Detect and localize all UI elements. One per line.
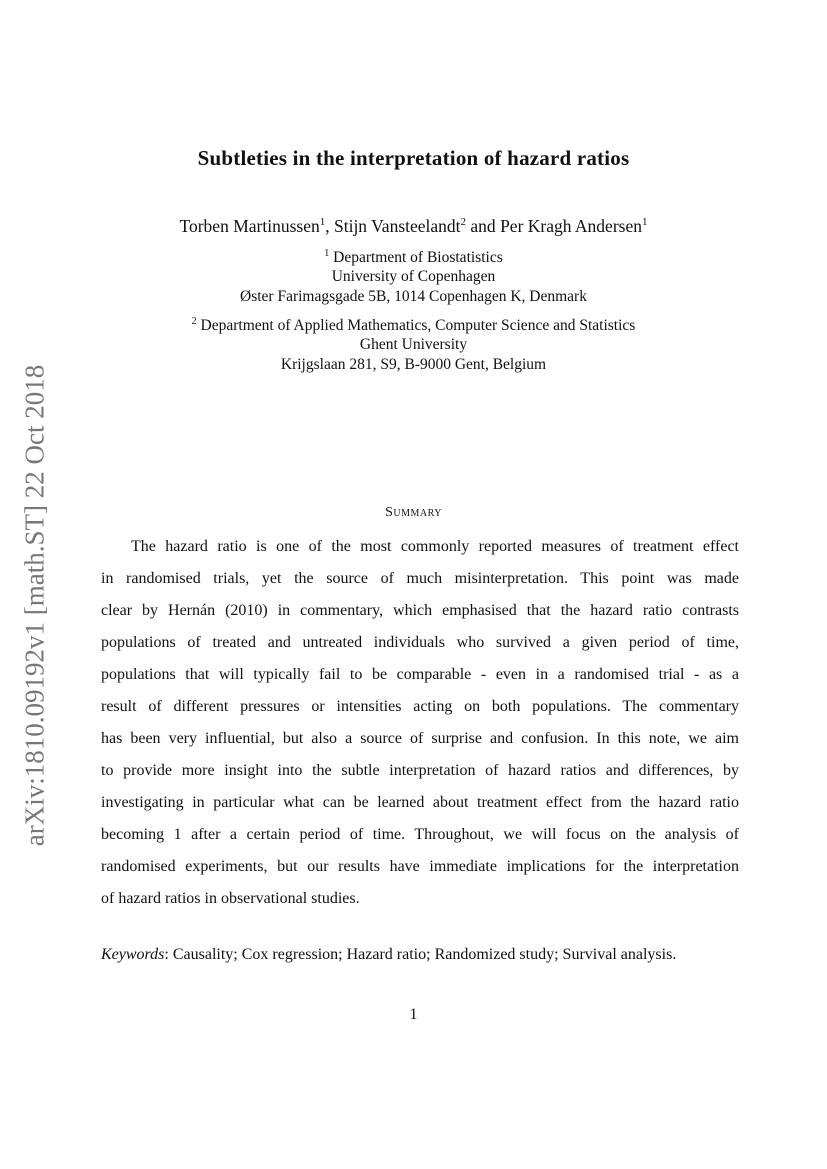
author-list [0,216,827,237]
summary-line: has been very influential, but also a source of surprise and confusion. In this note, we aim [101,730,739,747]
affiliation-number: 1 [324,248,330,259]
author-separator: and [466,216,501,236]
summary-line: randomised experiments, but our results have immediate implications for the interpretation [101,858,739,875]
keywords-label: Keywords [101,946,165,963]
affiliation-line: Øster Farimagsgade 5B, 1014 Copenhagen K, Denmark [240,288,587,305]
summary-line: investigating in particular what can be learned about treatment effect from the hazard ratio [101,794,739,811]
affiliation-line: Krijgslaan 281, S9, B-9000 Gent, Belgium [280,356,547,373]
affiliation-line: Ghent University [359,336,468,353]
summary-line: to provide more insight into the subtle interpretation of hazard ratios and differences, by [101,762,739,779]
paper-title: Subtleties in the interpretation of hazard ratios [197,146,630,170]
author-name: Stijn Vansteelandt [333,216,461,236]
summary-line: becoming 1 after a certain period of time. Throughout, we will focus on the analysis of [101,826,739,843]
keywords-text: : Causality; Cox regression; Hazard ratio; Randomized study; Survival analysis. [164,946,677,963]
affiliation-number: 2 [191,316,197,327]
affiliation-line [0,316,827,335]
summary-line: populations that will typically fail to be comparable - even in a randomised trial - as a [101,666,739,683]
author-separator: , [325,216,334,236]
summary-line: result of different pressures or intensities acting on both populations. The commentary [101,698,739,715]
author-affiliation-mark: 1 [319,216,326,229]
summary-line: clear by Hernán (2010) in commentary, which emphasised that the hazard ratio contrasts [101,602,739,619]
affiliation-line: University of Copenhagen [331,268,496,285]
author-name: Per Kragh Andersen [500,216,642,236]
author-affiliation-mark: 1 [641,216,648,229]
summary-line: of hazard ratios in observational studies. [101,890,360,907]
affiliation-text: Department of Applied Mathematics, Computer Science and Statistics [200,317,636,335]
arxiv-stamp: arXiv:1810.09192v1 [math.ST] 22 Oct 2018 [19,364,50,847]
page-number: 1 [409,1006,418,1023]
summary-line: in randomised trials, yet the source of much misinterpretation. This point was made [101,570,739,587]
summary-heading: Summary [385,505,442,520]
author-affiliation-mark: 2 [460,216,467,229]
summary-line: The hazard ratio is one of the most commonly reported measures of treatment effect [131,538,739,555]
affiliation-text: Department of Biostatistics [333,249,503,267]
affiliation-line [0,248,827,267]
keywords [101,946,676,964]
author-name: Torben Martinussen [179,216,320,236]
summary-line: populations of treated and untreated individuals who survived a given period of time, [101,634,739,651]
